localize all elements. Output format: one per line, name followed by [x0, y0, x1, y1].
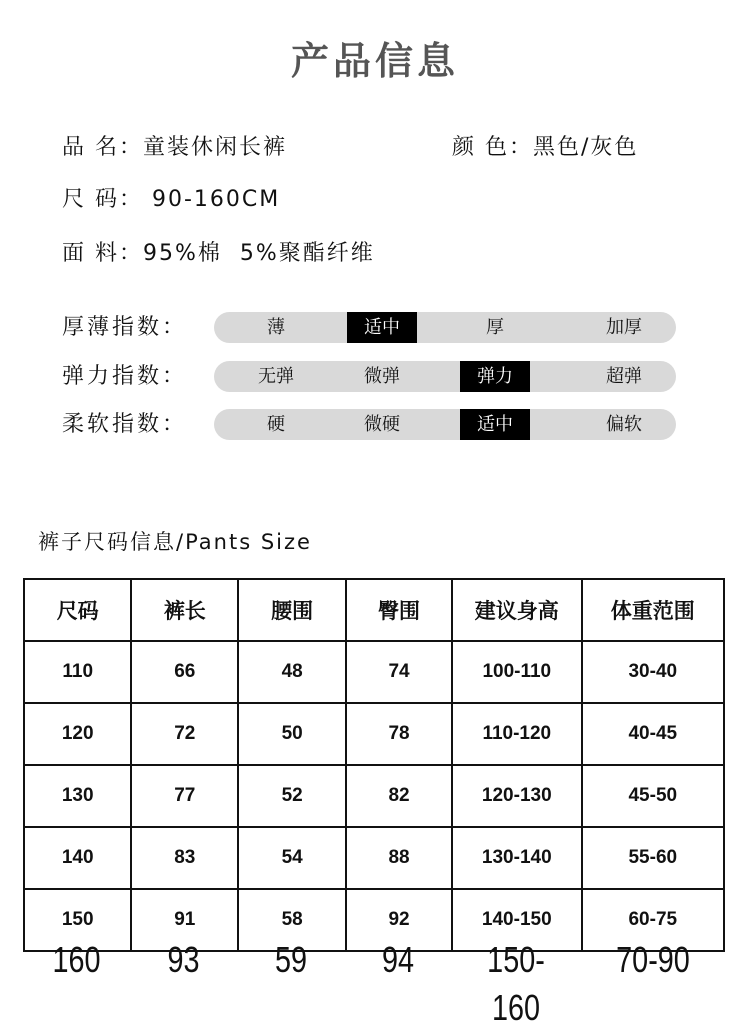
- table-cell: 130: [24, 765, 131, 827]
- table-cell: 130-140: [452, 827, 582, 889]
- index-option: 适中: [347, 312, 417, 343]
- index-option: 无弹: [258, 366, 294, 387]
- index-scale: [214, 409, 676, 440]
- table-cell: 60-75: [582, 889, 724, 951]
- table-cell: 92: [346, 889, 452, 951]
- table-cell: 78: [346, 703, 452, 765]
- table-cell: 110: [24, 641, 131, 703]
- index-option: 微硬: [364, 414, 400, 435]
- page-title: 产品信息: [290, 39, 459, 83]
- index-scale: [214, 361, 676, 392]
- product-color-row: [452, 130, 638, 161]
- product-fabric-row: [62, 236, 375, 267]
- size-table-header-cell: 裤长: [131, 579, 238, 641]
- table-cell: 91: [131, 889, 238, 951]
- index-option: 超弹: [606, 366, 642, 387]
- index-option: 微弹: [364, 366, 400, 387]
- extra-row-cell: 160: [52, 939, 101, 980]
- extra-row-cell: 150-160: [487, 939, 545, 1028]
- index-option: 硬: [267, 414, 285, 435]
- table-cell: 40-45: [582, 703, 724, 765]
- extra-row-cell: 59: [274, 939, 308, 980]
- size-table-header-cell: 臀围: [346, 579, 452, 641]
- size-table: [23, 578, 725, 952]
- extra-row-cell: 94: [381, 939, 415, 980]
- table-cell: 110-120: [452, 703, 582, 765]
- size-table-header-cell: 建议身高: [452, 579, 582, 641]
- table-cell: 120: [24, 703, 131, 765]
- size-table-header-cell: 尺码: [24, 579, 131, 641]
- table-cell: 48: [238, 641, 346, 703]
- table-cell: 66: [131, 641, 238, 703]
- index-option: 弹力: [460, 361, 530, 392]
- table-cell: 100-110: [452, 641, 582, 703]
- product-color-value: 黑色/灰色: [533, 135, 639, 160]
- table-cell: 58: [238, 889, 346, 951]
- table-cell: 72: [131, 703, 238, 765]
- index-label: 弹力指数：: [62, 364, 188, 389]
- table-row: [24, 703, 724, 765]
- product-fabric-value: 95%棉 5%聚酯纤维: [143, 241, 375, 266]
- table-cell: 88: [346, 827, 452, 889]
- product-color-label: 颜 色：: [452, 135, 533, 160]
- extra-row-cell: 93: [167, 939, 200, 980]
- index-option: 适中: [460, 409, 530, 440]
- index-option: 加厚: [606, 317, 642, 338]
- table-row: [24, 641, 724, 703]
- size-table-header-cell: 腰围: [238, 579, 346, 641]
- table-row: [24, 827, 724, 889]
- table-row: [24, 765, 724, 827]
- size-table-header-cell: 体重范围: [582, 579, 724, 641]
- index-label: 厚薄指数：: [62, 315, 188, 340]
- extra-row-cell: 70-90: [616, 939, 690, 980]
- table-cell: 55-60: [582, 827, 724, 889]
- product-name-row: [62, 130, 287, 161]
- product-name-label: 品 名：: [62, 135, 143, 160]
- table-cell: 74: [346, 641, 452, 703]
- table-cell: 52: [238, 765, 346, 827]
- table-cell: 54: [238, 827, 346, 889]
- size-table-heading: 裤子尺码信息/Pants Size: [38, 530, 312, 554]
- table-cell: 83: [131, 827, 238, 889]
- index-scale: [214, 312, 676, 343]
- index-option: 偏软: [606, 414, 642, 435]
- table-cell: 140-150: [452, 889, 582, 951]
- product-size-label: 尺 码：: [62, 187, 143, 212]
- index-label: 柔软指数：: [62, 412, 188, 437]
- product-fabric-label: 面 料：: [62, 241, 143, 266]
- table-cell: 120-130: [452, 765, 582, 827]
- index-option: 薄: [267, 317, 285, 338]
- table-cell: 140: [24, 827, 131, 889]
- product-size-row: [62, 182, 280, 213]
- size-table-extra-row: [23, 936, 725, 1028]
- table-cell: 30-40: [582, 641, 724, 703]
- table-cell: 150: [24, 889, 131, 951]
- product-name-value: 童装休闲长裤: [143, 135, 288, 160]
- table-cell: 50: [238, 703, 346, 765]
- table-cell: 77: [131, 765, 238, 827]
- table-cell: 82: [346, 765, 452, 827]
- table-cell: 45-50: [582, 765, 724, 827]
- size-table-header-row: [24, 579, 724, 641]
- index-option: 厚: [486, 317, 504, 338]
- product-size-value: 90-160CM: [152, 187, 281, 212]
